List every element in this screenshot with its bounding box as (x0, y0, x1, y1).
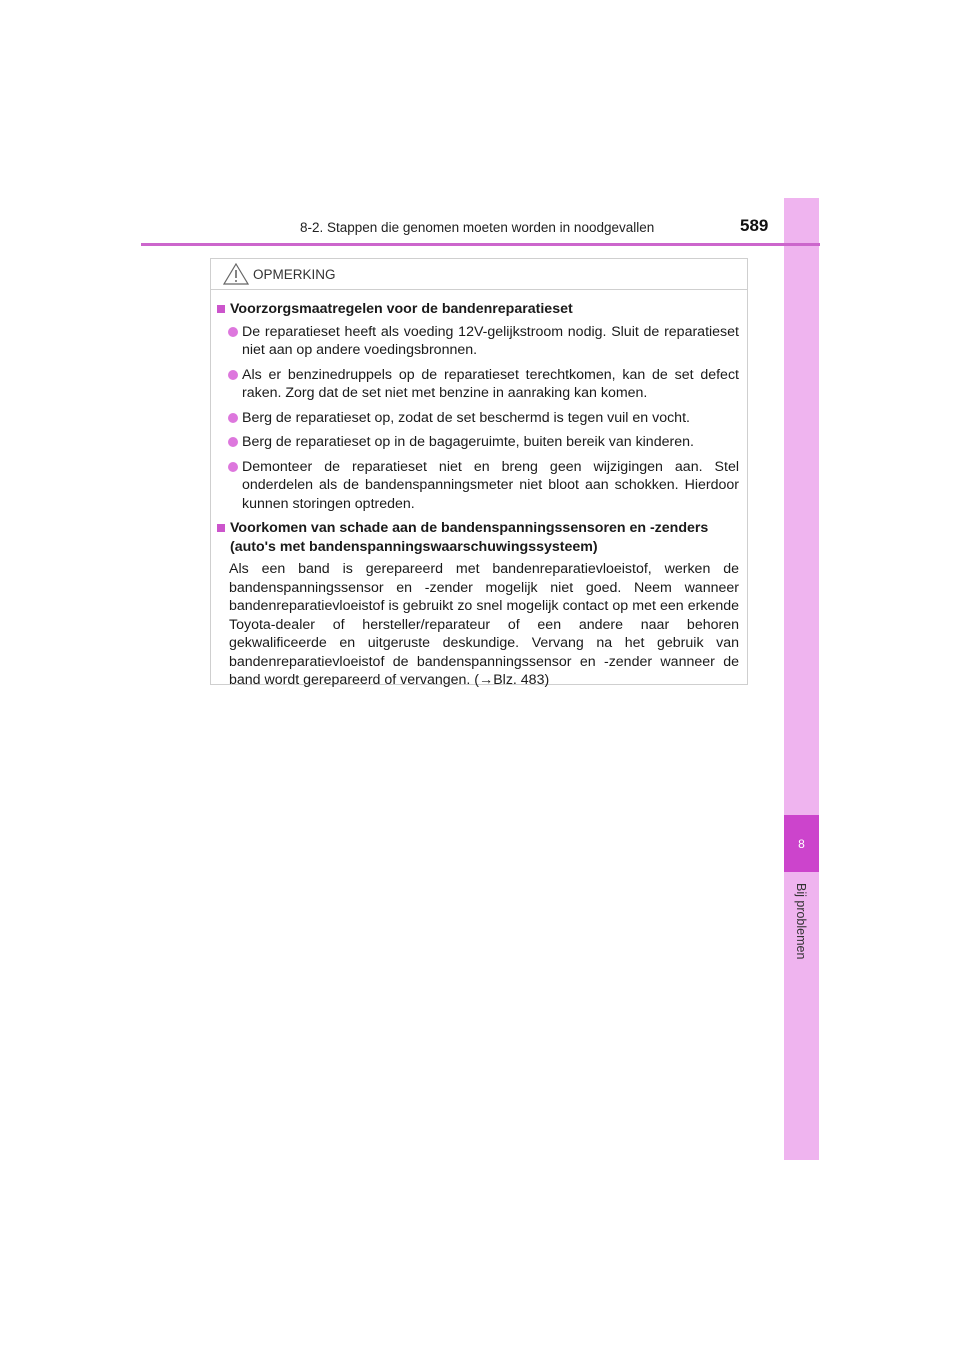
list-item-text: Als er benzinedruppels op de reparatieset terechtkomen, kan de set defect raken. Zorg dat de set niet met benzine in aanraking kan komen. (242, 366, 739, 401)
list-item-text: Berg de reparatieset op in de bagageruimte, buiten bereik van kinderen. (242, 434, 694, 450)
chapter-number: 8 (784, 815, 819, 872)
warning-triangle-icon (223, 263, 249, 285)
notice-title: OPMERKING (253, 266, 336, 282)
list-item-text: Berg de reparatieset op, zodat de set beschermd is tegen vuil en vocht. (242, 409, 690, 426)
section-title: 8-2. Stappen die genomen moeten worden in noodgevallen (300, 220, 655, 235)
section-paragraph: Als een band is gerepareerd met bandenreparatievloeistof, werken de bandenspanningssensor en -zender mogelijk niet goed. Neem wanneer bandenreparatievloeistof is gebruikt zo snel mogelijk contact op met een erkende Toyota-dealer of hersteller/reparateur of een andere naar behoren gekwalificeerde en uitgeruste deskundige. Vervang na het gebruik van bandenreparatievloeistof de bandenspanningssensor en -zender wanneer de band wordt gerepareerd of vervangen. (→Blz. 483) (229, 561, 739, 688)
chapter-side-tab (784, 198, 819, 1160)
square-bullet-icon (217, 305, 225, 313)
circle-bullet-icon (228, 327, 238, 337)
section-heading-text: Voorzorgsmaatregelen voor de bandenreparatieset (230, 301, 573, 317)
chapter-label: Bij problemen (794, 883, 808, 960)
list-item (228, 458, 741, 514)
notice-box (210, 258, 748, 688)
notice-header (211, 259, 747, 290)
list-item (228, 433, 741, 452)
page-number: 589 (740, 216, 769, 235)
list-item-text: De reparatieset heeft als voeding 12V-gelijkstroom nodig. Sluit de reparatieset niet aan op andere voedingsbronnen. (242, 323, 739, 358)
list-item (228, 366, 741, 403)
header-divider (141, 243, 820, 246)
notice-body (211, 290, 747, 690)
circle-bullet-icon (228, 462, 238, 472)
circle-bullet-icon (228, 370, 238, 380)
list-item (228, 323, 741, 360)
circle-bullet-icon (228, 413, 238, 423)
section-heading (217, 519, 741, 556)
square-bullet-icon (217, 524, 225, 532)
section-heading (217, 300, 741, 319)
section-heading-text: Voorkomen van schade aan de bandenspanningssensoren en -zenders (auto's met bandenspanningswaarschuwingssysteem) (230, 520, 709, 555)
list-item-text: Demonteer de reparatieset niet en breng geen wijzigingen aan. Stel onderdelen als de bandenspanningsmeter niet bloot aan schokken. Hierdoor kunnen storingen optreden. (242, 458, 739, 512)
circle-bullet-icon (228, 437, 238, 447)
list-item (228, 409, 741, 428)
